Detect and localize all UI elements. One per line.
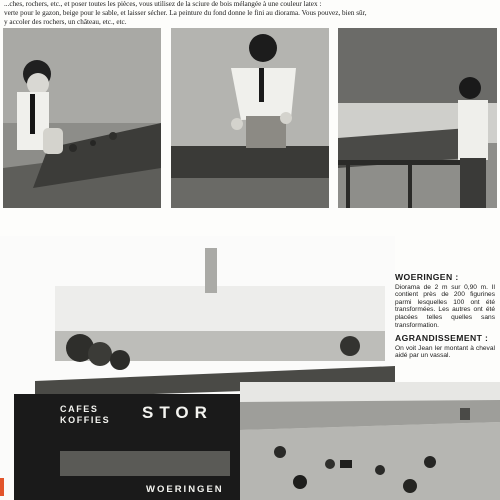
sign-brand: STOR xyxy=(142,403,213,422)
caption-text-agrandissement: On voit Jean Ier montant à cheval aidé par un vassal. xyxy=(395,344,495,360)
photo-man-bending-over-table xyxy=(171,28,329,208)
intro-line: ...ches, rochers, etc., et poser toutes les pièces, vous utilisez de la sciure de bois mélangée à une couleur latex : xyxy=(4,0,322,8)
caption-heading-woeringen: WOERINGEN : xyxy=(395,272,459,282)
caption-heading-agrandissement: AGRANDISSEMENT : xyxy=(395,333,489,344)
sign-koffies: KOFFIES xyxy=(60,415,111,425)
sign-cafes: CAFES xyxy=(60,404,99,414)
intro-text xyxy=(4,0,496,27)
sign-place: WOERINGEN xyxy=(146,484,224,495)
photo-battle-enlargement xyxy=(240,382,500,500)
photo-man-examining-diorama xyxy=(338,28,497,208)
intro-line: y accoler des rochers, un château, etc., etc. xyxy=(4,18,127,26)
photo-man-spreading-material xyxy=(3,28,161,208)
caption-text-woeringen: Diorama de 2 m sur 0,90 m. Il contient près de 200 figurines parmi lesquelles 100 ont été transformées. Les autres ont été placées telles quelles sans transformation. xyxy=(395,283,495,329)
accent-bar xyxy=(0,478,4,496)
caption-column xyxy=(395,274,495,366)
intro-line: verte pour le gazon, beige pour le sable, et laisser sécher. La peinture du fond donne le fini au diorama. Vous pouvez, bien sûr, xyxy=(4,9,367,17)
